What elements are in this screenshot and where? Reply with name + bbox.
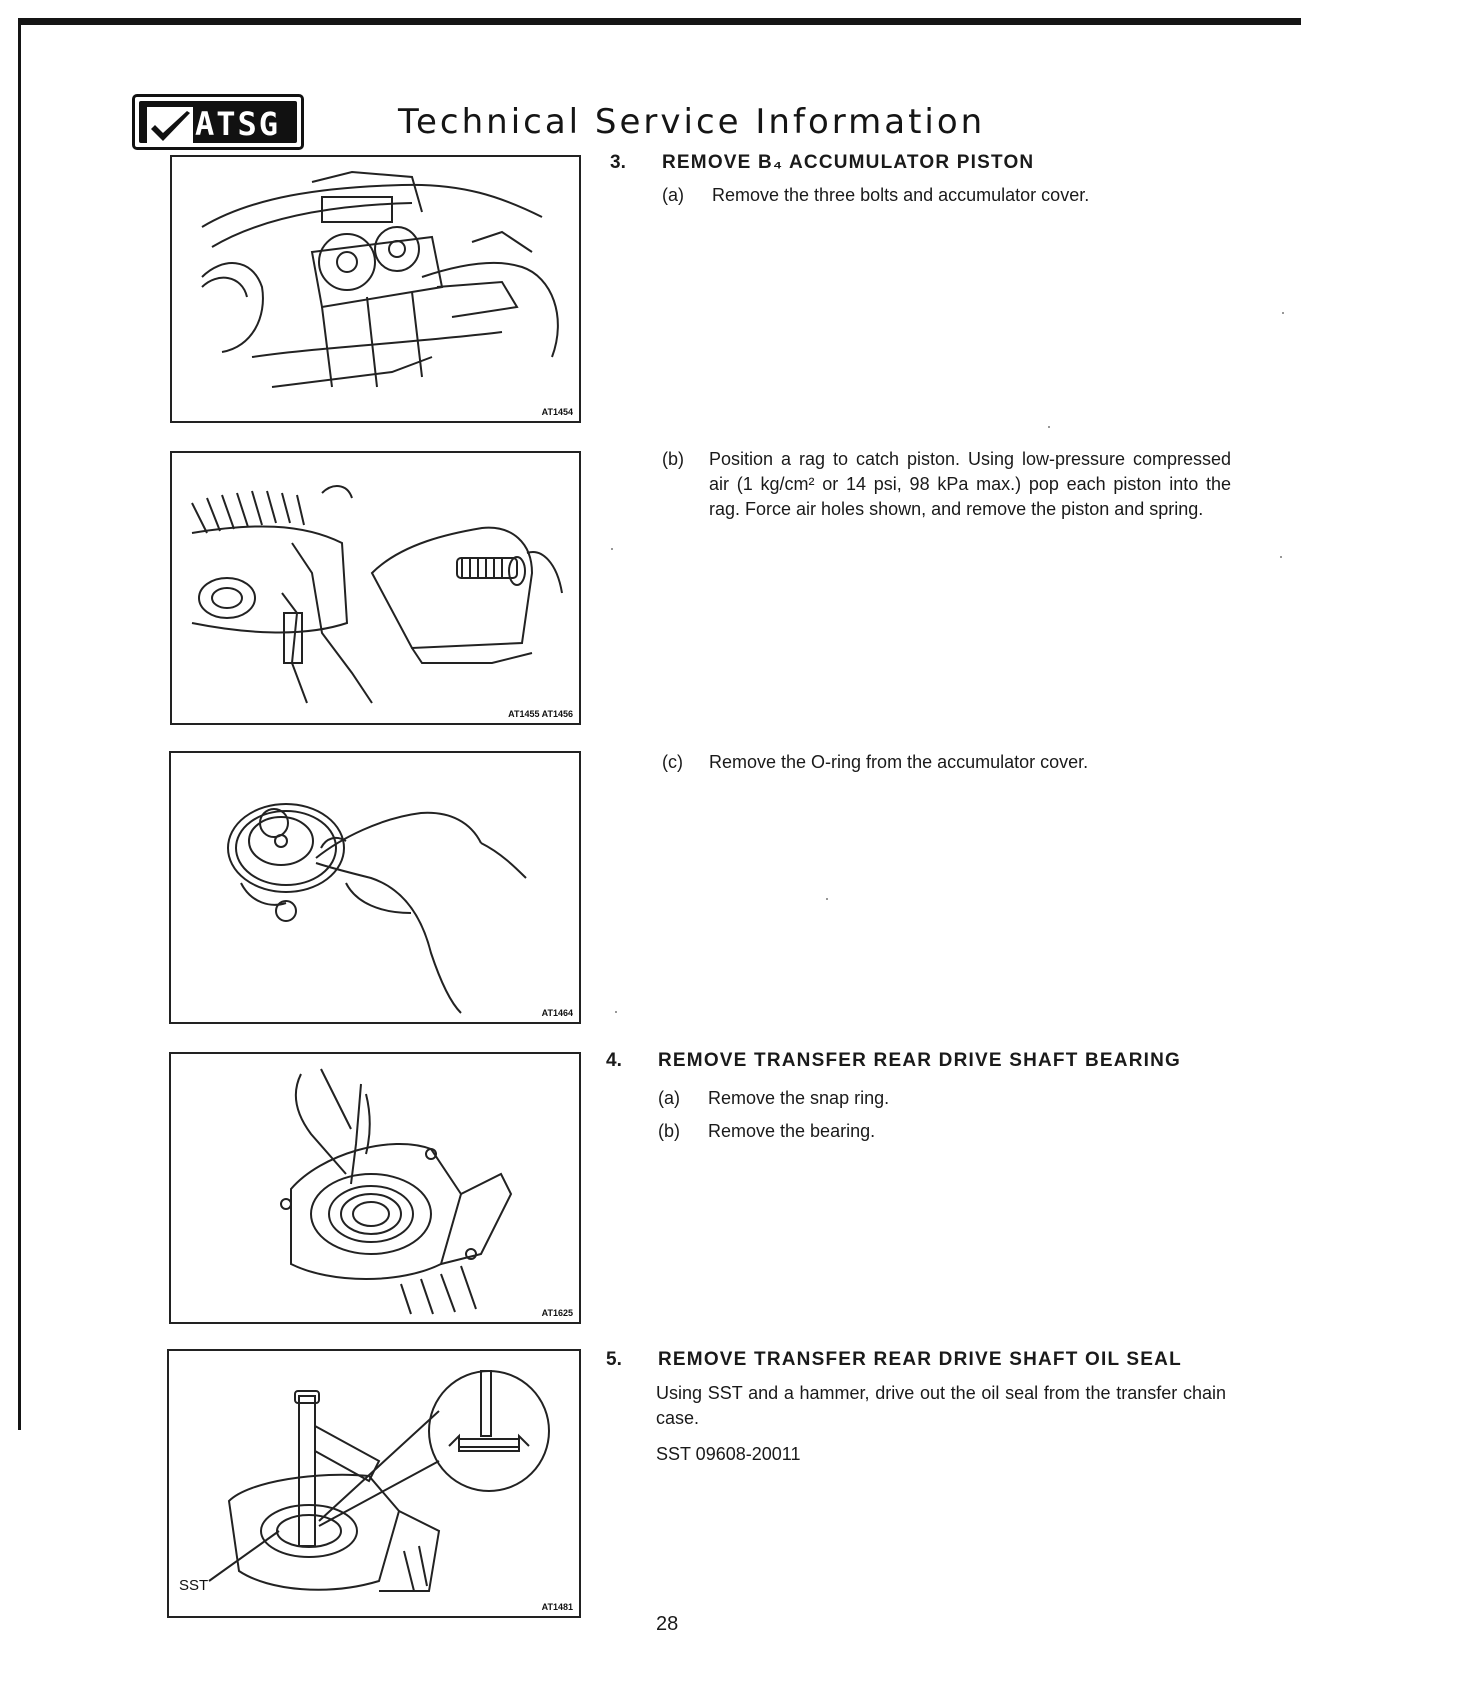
step-5-text: Using SST and a hammer, drive out the oil seal from the transfer chain case. [656,1383,1226,1428]
step-4a-text: Remove the snap ring. [708,1088,890,1108]
atsg-logo [132,94,304,150]
figure-code: AT1464 [541,1008,573,1018]
figure-piston-air [170,451,581,725]
page-title: Technical Service Information [398,102,986,142]
left-rule [18,18,21,1430]
illustration-piston-air [172,453,579,723]
step-3a-marker: (a) [662,185,684,205]
scan-speck [615,1011,617,1013]
checkmark-icon [147,107,193,147]
page-number: 28 [656,1613,679,1635]
step-4-number: 4. [606,1050,622,1071]
figure-code: AT1481 [541,1602,573,1612]
top-rule [18,18,1301,25]
step-4a-marker: (a) [658,1088,680,1108]
figure-oil-seal [167,1349,581,1618]
logo-text: ATSG [195,105,281,143]
scan-speck [611,548,613,550]
illustration-oil-seal [169,1351,579,1616]
scan-speck [1282,312,1284,314]
step-3a-text: Remove the three bolts and accumulator cover. [712,185,1090,205]
step-3-title: REMOVE B₄ ACCUMULATOR PISTON [662,152,1035,173]
sst-callout-label: SST [179,1577,209,1594]
step-4b-marker: (b) [658,1121,680,1141]
figure-o-ring [169,751,581,1024]
figure-accumulator-cover [170,155,581,423]
step-5-number: 5. [606,1349,622,1370]
scan-speck [826,898,828,900]
step-4-title: REMOVE TRANSFER REAR DRIVE SHAFT BEARING [658,1050,1182,1071]
figure-snap-ring [169,1052,581,1324]
scan-speck [1048,426,1050,428]
step-4b-text: Remove the bearing. [708,1121,876,1141]
figure-code: AT1454 [541,407,573,417]
step-3b-text: Position a rag to catch piston. Using low-pressure compressed air (1 kg/cm² or 14 psi, 98 kPa max.) pop each piston into the rag. Force air holes shown, and remove the piston and spring. [709,449,1231,519]
figure-code: AT1455 AT1456 [508,709,573,719]
step-3c-text: Remove the O-ring from the accumulator cover. [709,752,1089,772]
illustration-o-ring [171,753,579,1022]
step-3b-marker: (b) [662,449,684,469]
illustration-snap-ring [171,1054,579,1322]
step-3c-marker: (c) [662,752,683,772]
illustration-accumulator-cover [172,157,579,421]
step-5-sst-number: SST 09608-20011 [656,1444,801,1464]
step-5-title: REMOVE TRANSFER REAR DRIVE SHAFT OIL SEAL [658,1349,1182,1370]
figure-code: AT1625 [541,1308,573,1318]
step-3-number: 3. [610,152,626,173]
scan-speck [1280,556,1282,558]
